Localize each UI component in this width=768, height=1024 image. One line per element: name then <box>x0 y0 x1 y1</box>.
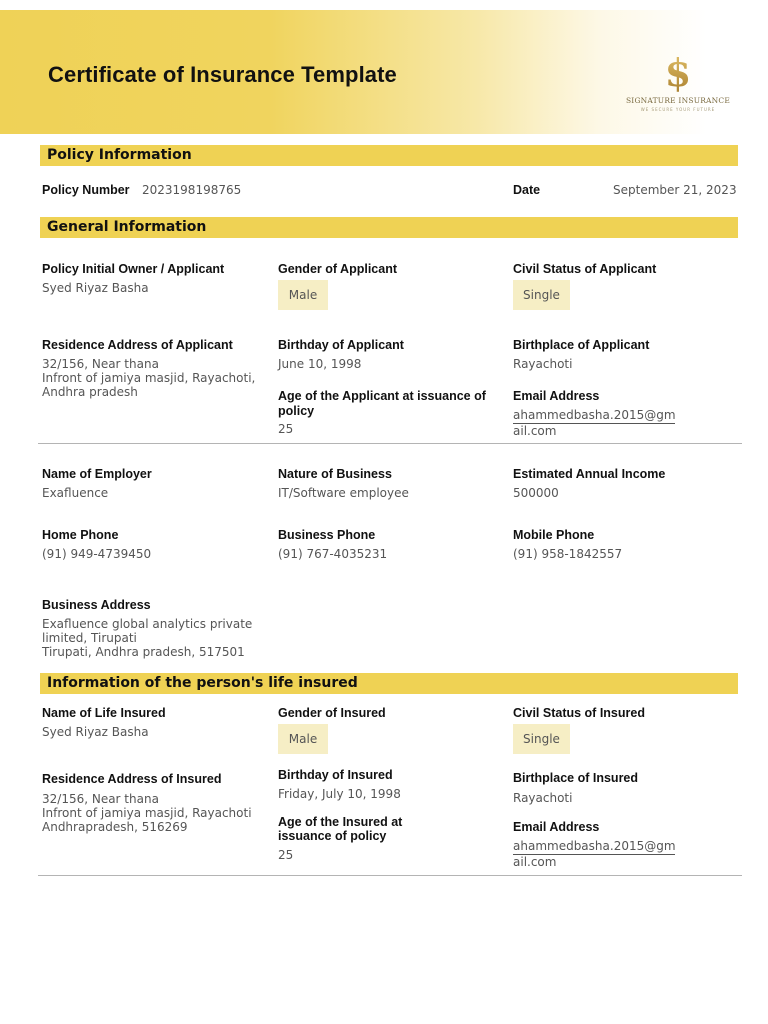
age-applicant-label-line2: policy <box>278 404 315 418</box>
general-information-heading <box>40 217 738 238</box>
residence-applicant-line1: 32/156, Near thana <box>42 357 159 371</box>
date-value: September 21, 2023 <box>613 183 737 197</box>
mobile-phone-label: Mobile Phone <box>513 528 595 542</box>
date-label: Date <box>513 183 541 197</box>
residence-applicant-line2: Infront of jamiya masjid, Rayachoti, <box>42 371 256 385</box>
email-insured-label: Email Address <box>513 820 600 834</box>
policy-number-value: 2023198198765 <box>142 183 242 197</box>
email-applicant-line2[interactable]: ail.com <box>513 424 557 438</box>
gender-insured-chip: Male <box>278 724 328 754</box>
svg-text:$: $ <box>664 52 692 92</box>
income-label: Estimated Annual Income <box>513 467 666 481</box>
birthday-applicant-label: Birthday of Applicant <box>278 338 404 352</box>
birthday-applicant-value: June 10, 1998 <box>278 357 362 371</box>
owner-label: Policy Initial Owner / Applicant <box>42 262 225 276</box>
email-applicant-line1[interactable]: ahammedbasha.2015@gm <box>513 408 676 422</box>
birthplace-applicant-label: Birthplace of Applicant <box>513 338 650 352</box>
residence-insured-line2: Infront of jamiya masjid, Rayachoti <box>42 806 252 820</box>
home-phone-value: (91) 949-4739450 <box>42 547 152 561</box>
section-title: Policy Information <box>47 147 192 163</box>
employer-value: Exafluence <box>42 486 109 500</box>
residence-applicant-label: Residence Address of Applicant <box>42 338 233 352</box>
birthday-insured-label: Birthday of Insured <box>278 768 393 782</box>
age-insured-value: 25 <box>278 848 294 862</box>
section-divider <box>38 443 742 444</box>
policy-number-label: Policy Number <box>42 183 130 197</box>
email-applicant-value[interactable] <box>513 408 675 438</box>
residence-insured-label: Residence Address of Insured <box>42 772 222 786</box>
document-title: Certificate of Insurance Template <box>48 62 397 87</box>
employer-label: Name of Employer <box>42 467 152 481</box>
insured-name-value: Syed Riyaz Basha <box>42 725 149 739</box>
business-address-label: Business Address <box>42 598 151 612</box>
business-address-line1: Exafluence global analytics private <box>42 617 253 631</box>
birthday-insured-value: Friday, July 10, 1998 <box>278 787 401 801</box>
residence-insured-line1: 32/156, Near thana <box>42 792 159 806</box>
business-phone-label: Business Phone <box>278 528 376 542</box>
logo-tagline: WE SECURE YOUR FUTURE <box>640 107 716 112</box>
gender-applicant-chip: Male <box>278 280 328 310</box>
age-insured-label-line1: Age of the Insured at <box>278 815 403 829</box>
business-address-line2: limited, Tirupati <box>42 631 137 645</box>
residence-insured-line3: Andhrapradesh, 516269 <box>42 820 188 834</box>
residence-applicant-line3: Andhra pradesh <box>42 385 138 399</box>
policy-information-heading <box>40 145 738 166</box>
business-nature-label: Nature of Business <box>278 467 392 481</box>
section-title: Information of the person's life insured <box>47 675 358 691</box>
company-logo <box>622 52 734 122</box>
email-insured-value[interactable] <box>513 839 675 869</box>
birthplace-applicant-value: Rayachoti <box>513 357 573 371</box>
business-nature-value: IT/Software employee <box>278 486 409 500</box>
age-insured-label-line2: issuance of policy <box>278 829 387 843</box>
section-title: General Information <box>47 219 207 235</box>
age-applicant-label-line1: Age of the Applicant at issuance of <box>278 389 486 403</box>
owner-value: Syed Riyaz Basha <box>42 281 149 295</box>
insured-information-heading <box>40 673 738 694</box>
civil-applicant-chip: Single <box>513 280 570 310</box>
email-applicant-label: Email Address <box>513 389 600 403</box>
business-phone-value: (91) 767-4035231 <box>278 547 388 561</box>
income-value: 500000 <box>513 486 559 500</box>
email-insured-line1[interactable]: ahammedbasha.2015@gm <box>513 839 676 853</box>
section-divider <box>38 875 742 876</box>
document-header <box>0 10 768 134</box>
civil-insured-chip: Single <box>513 724 570 754</box>
logo-name: SIGNATURE INSURANCE <box>625 96 731 105</box>
civil-insured-label: Civil Status of Insured <box>513 706 645 720</box>
email-insured-line2[interactable]: ail.com <box>513 855 557 869</box>
mobile-phone-value: (91) 958-1842557 <box>513 547 623 561</box>
home-phone-label: Home Phone <box>42 528 119 542</box>
business-address-line3: Tirupati, Andhra pradesh, 517501 <box>42 645 245 659</box>
birthplace-insured-value: Rayachoti <box>513 791 573 805</box>
gender-insured-label: Gender of Insured <box>278 706 386 720</box>
dollar-logo-icon <box>663 52 693 92</box>
civil-applicant-label: Civil Status of Applicant <box>513 262 657 276</box>
gender-applicant-label: Gender of Applicant <box>278 262 397 276</box>
birthplace-insured-label: Birthplace of Insured <box>513 771 639 785</box>
insured-name-label: Name of Life Insured <box>42 706 166 720</box>
age-applicant-value: 25 <box>278 422 294 436</box>
